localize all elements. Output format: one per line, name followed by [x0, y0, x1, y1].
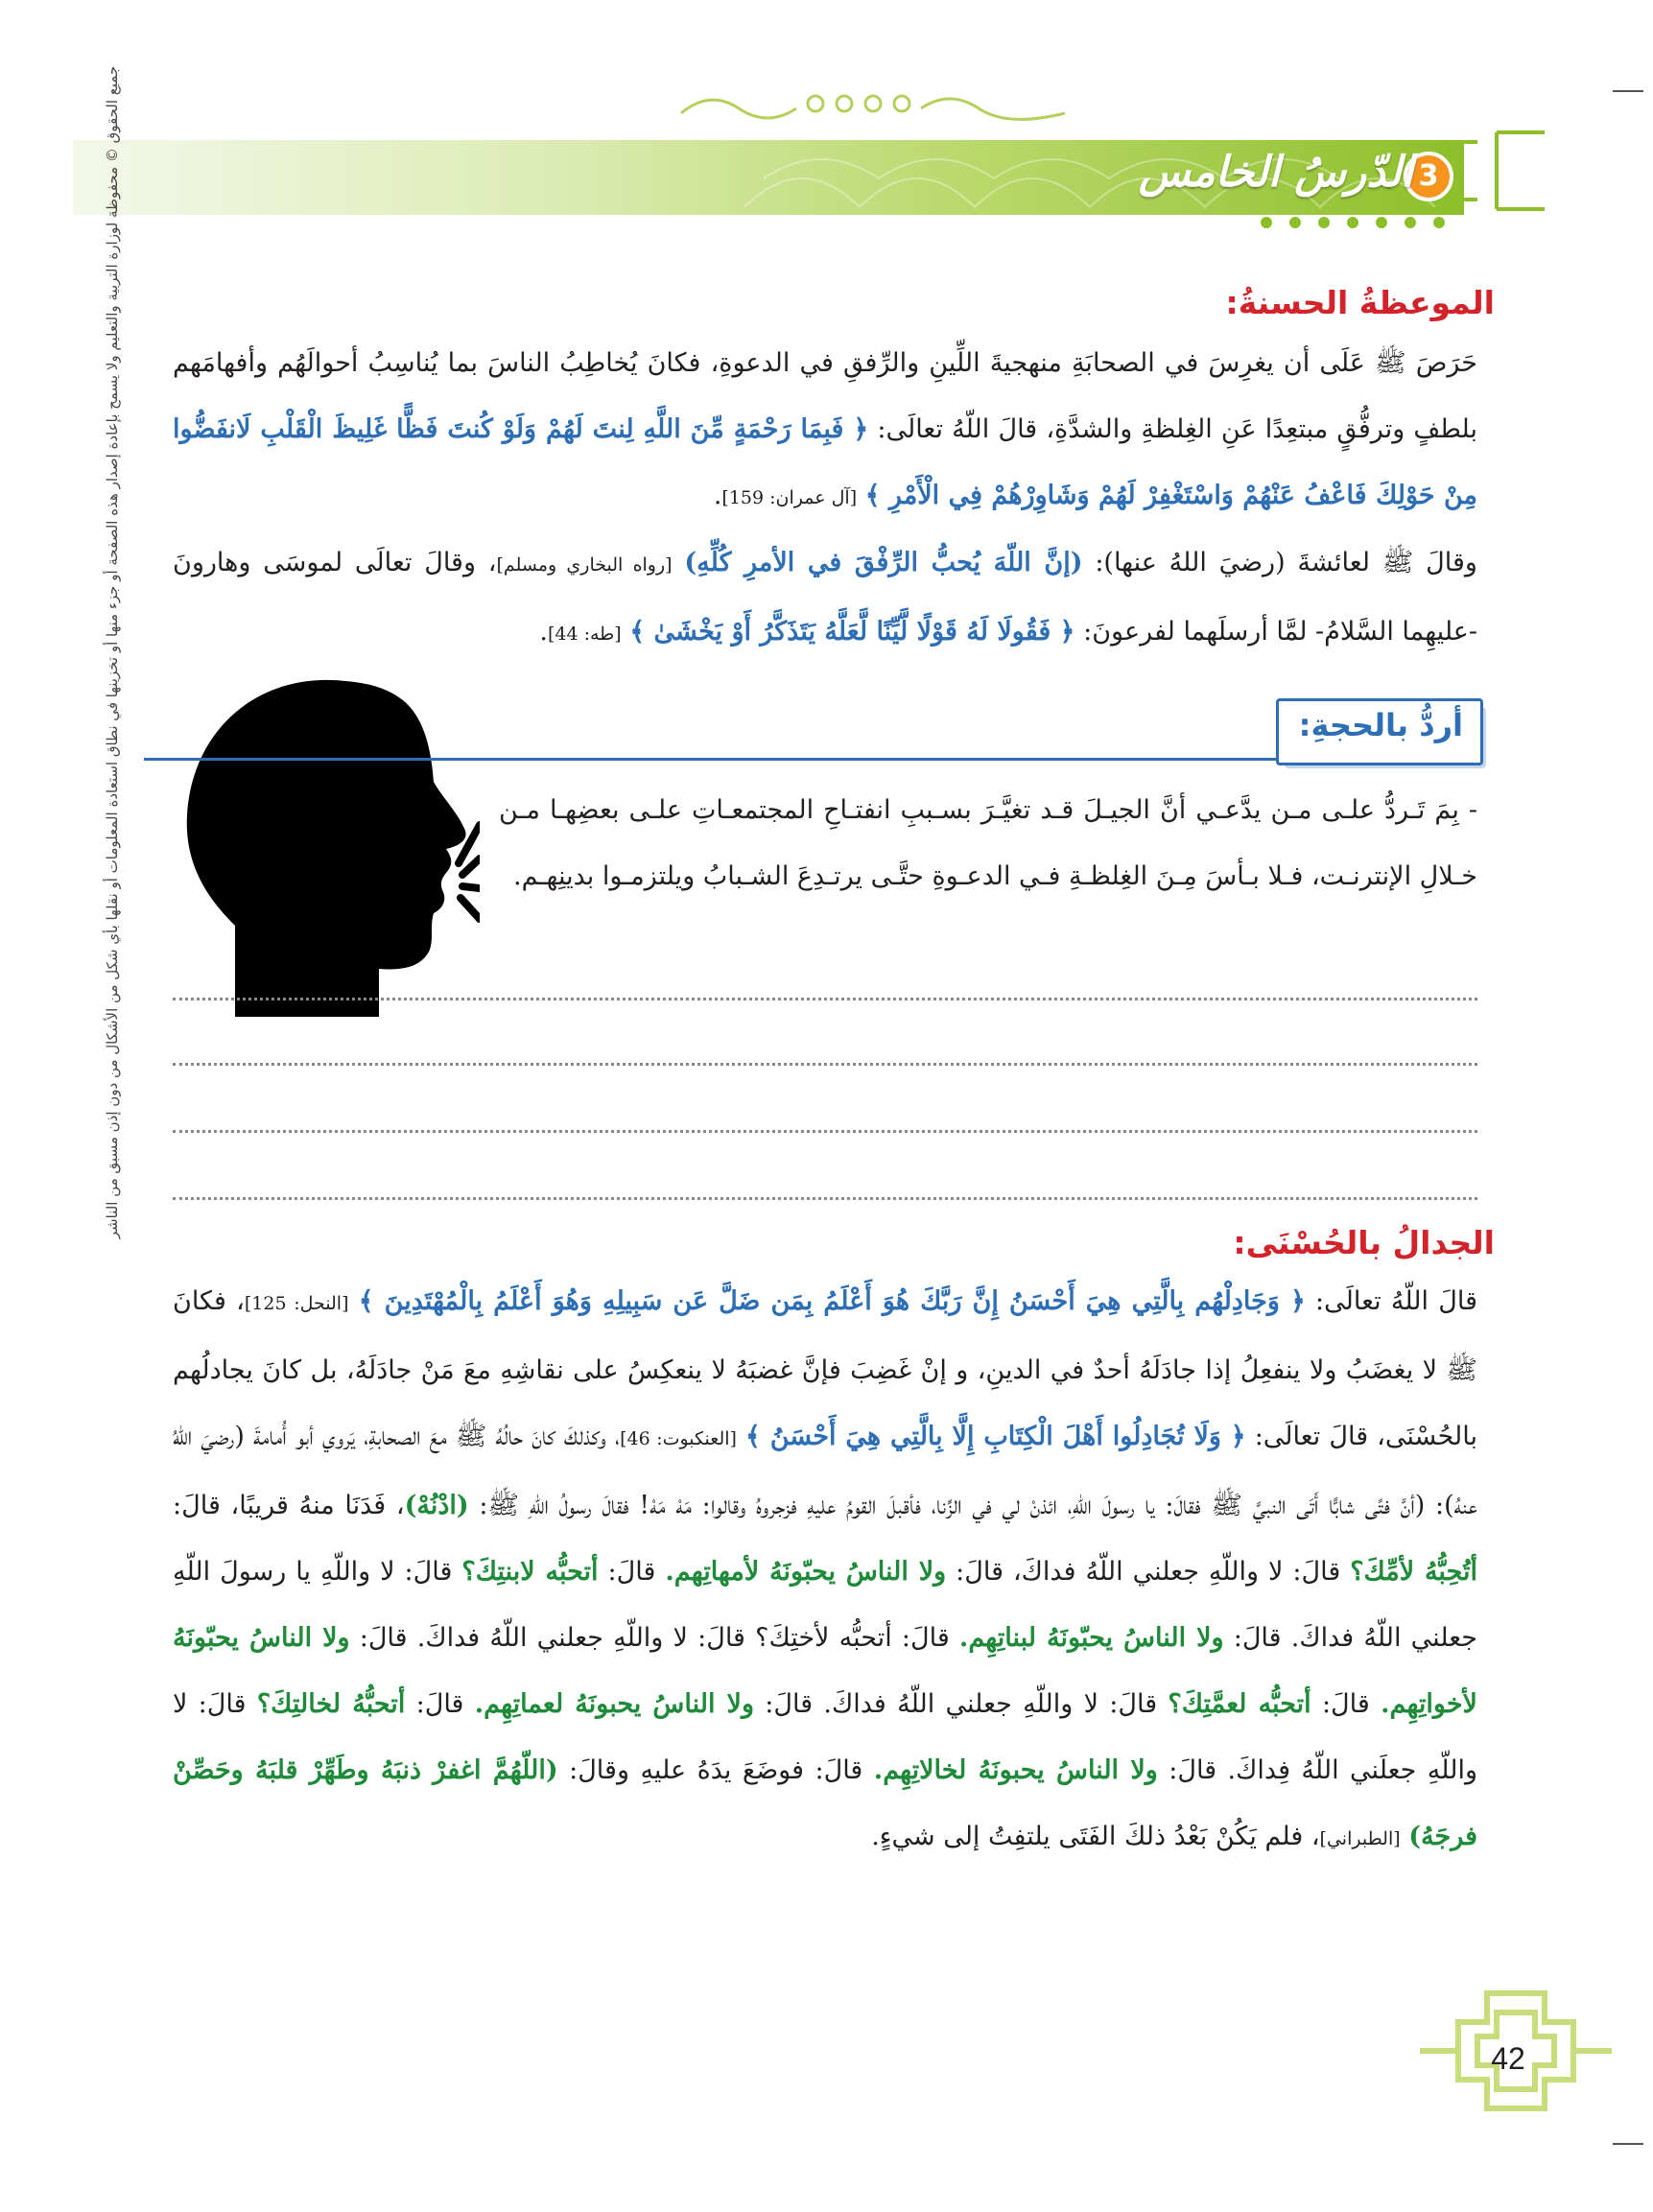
page-edge-tick: [1613, 90, 1643, 92]
paragraph-text: ، وكذلكَ كانَ حالُهُ ﷺ معَ الصحابةِ، يَروي أبو أُمامةَ (رضيَ اللهُ عنهُ): (أنَّ فتًى شابًّا أَتَى النبيَّ ﷺ فقالَ: يا رسولَ اللّهِ، ائذنْ لي في الزِّنا، فأقبلَ القومُ عليهِ فزجروهُ وقالوا: مَهْ مَهْ! فقالَ رسولُ اللّهِ ﷺ:: [173, 1422, 1477, 1520]
quran-verse: ﴿ فَقُولَا لَهُ قَوْلًا لَّيِّنًا لَّعَلَّهُ يَتَذَكَّرُ أَوْ يَخْشَىٰ ﴾: [629, 617, 1075, 647]
paragraph-text: قالَ: لا واللّهِ جعلني اللّهُ فداكَ، قالَ:: [956, 1557, 1341, 1587]
hadith-reference: [الطبراني]: [1319, 1828, 1401, 1849]
hadith-quote: ولا الناسُ يحبّونَهُ لبناتِهِم.: [958, 1623, 1224, 1653]
paragraph-text: ، فكانَ ﷺ لا يغضَبُ ولا ينفعِلُ إذا جادَلَهُ أحدٌ في الدينِ، و إنْ غَضِبَ فإنَّ غضبَهُ لا ينعكِسُ على نقاشِهِ معَ مَنْ جادَلَهُ، بل كانَ يجادلُهم بالحُسْنَى، قالَ تعالَى:: [173, 1286, 1478, 1451]
paragraph-text: قالَ: أتحبُّه لأختِكَ؟ قالَ: لا واللّهِ جعلني اللّهُ فداكَ. قالَ:: [359, 1623, 950, 1653]
lesson-title: الدّرسُ الخامس: [1138, 148, 1413, 197]
hadith-quote: (إنَّ اللّهَ يُحبُّ الرِّفْقَ في الأمرِ كُلِّهِ): [684, 548, 1083, 577]
speaking-head-icon: [153, 662, 480, 1026]
paragraph-gentleness-hadith: وقالَ ﷺ لعائشةَ (رضيَ اللهُ عنها): (إنَّ اللّهَ يُحبُّ الرِّفْقَ في الأمرِ كُلِّهِ) [رواه البخاري ومسلم]، وقالَ تعالَى لموسَى وهارونَ -عليهِما السَّلامُ- لمَّا أرسلَهما لفرعونَ: ﴿ فَقُولَا لَهُ قَوْلًا لَّيِّنًا لَّعَلَّهُ يَتَذَكَّرُ أَوْ يَخْشَىٰ ﴾ [طه: 44].: [173, 548, 1477, 647]
paragraph-text: قالَ: لا واللّهِ جعلَني اللّهُ فِداكَ. قالَ:: [173, 1689, 1477, 1785]
paragraph-text: ، فلم يَكُنْ بَعْدُ ذلكَ الفَتَى يلتفِتُ إلى شيءٍ.: [871, 1822, 1320, 1851]
hadith-quote: ولا الناسُ يحبّونَهُ لأخواتِهِم.: [173, 1623, 1477, 1719]
paragraph-text: وقالَ ﷺ لعائشةَ (رضيَ اللهُ عنها):: [1095, 548, 1477, 577]
lesson-number-badge: 3: [1404, 152, 1453, 201]
paragraph-text: قالَ:: [1321, 1689, 1370, 1719]
paragraph-text: قالَ: لا واللّهِ جعلني اللّهُ فداكَ. قالَ:: [765, 1689, 1158, 1719]
paragraph-text: قالَ:: [607, 1557, 656, 1587]
section-heading-kind-debate: الجدالُ بالحُسْنَى:: [1233, 1224, 1495, 1261]
page-number: 42: [1491, 2041, 1525, 2076]
paragraph-text: قالَ: لا واللّهِ يا رسولَ اللّهِ جعلني اللّهُ فداكَ. قالَ:: [173, 1557, 1477, 1653]
answer-line[interactable]: [173, 1063, 1477, 1066]
quran-verse: ﴿ وَجَادِلْهُم بِالَّتِي هِيَ أَحْسَنُ إِنَّ رَبَّكَ هُوَ أَعْلَمُ بِمَن ضَلَّ عَن سَبِيلِهِ وَهُوَ أَعْلَمُ بِالْمُهْتَدِينَ ﴾: [358, 1286, 1306, 1316]
hadith-quote: (ادْنُهْ): [404, 1491, 469, 1520]
page-edge-tick: [1613, 2143, 1643, 2145]
hadith-reference: [رواه البخاري ومسلم]: [496, 554, 673, 576]
quran-verse: ﴿ وَلَا تُجَادِلُوا أَهْلَ الْكِتَابِ إِلَّا بِالَّتِي هِيَ أَحْسَنُ ﴾: [745, 1422, 1246, 1451]
section-heading-good-counsel: الموعظةُ الحسنةُ:: [1225, 284, 1495, 321]
hadith-quote: (اللّهُمَّ اغفرْ ذنبَهُ وطَهِّرْ قلبَهُ وحَصِّنْ فرجَهُ): [173, 1755, 1477, 1851]
answer-line[interactable]: [173, 1197, 1477, 1200]
quran-verse: ﴿ فَبِمَا رَحْمَةٍ مِّنَ اللَّهِ لِنتَ لَهُمْ وَلَوْ كُنتَ فَظًّا غَلِيظَ الْقَلْبِ لَانفَضُّوا مِنْ حَوْلِكَ فَاعْفُ عَنْهُمْ وَاسْتَغْفِرْ لَهُمْ وَشَاوِرْهُمْ فِي الْأَمْرِ ﴾: [173, 414, 1477, 510]
copyright-side-note: جميع الحقوق © محفوظة لوزارة التربية والتعليم ولا يسمح بإعادة إصدار هذه الصفحة أو جزء منها أو تخزينها في نطاق استعادة المعلومات أو نقلها بأي شكل من الأشكال من دون إذن مسبق من الناشر: [104, 65, 121, 1239]
verse-reference: [النحل: 125]: [244, 1293, 349, 1314]
argue-question: - بِمَ تَـردُّ علـى مـن يدَّعـي أنَّ الجيـلَ قـد تغيَّـرَ بسـببِ انفتـاحِ المجتمعـاتِ علـى بعضِهـا مـن خـلالِ الإنترنـت، فـلا بـأسَ مِـنَ الغِلظـةِ فـي الدعـوةِ حتَّـى يرتـدِعَ الشـبابُ ويلتزمـوا بدينِهـم.: [499, 795, 1477, 891]
answer-line[interactable]: [173, 1130, 1477, 1133]
title-underline-ornament: [1247, 209, 1458, 236]
answer-line[interactable]: [173, 998, 1477, 1000]
verse-reference: [العنكبوت: 46]: [620, 1428, 737, 1449]
argue-heading: أردُّ بالحجةِ:: [1298, 707, 1463, 743]
header-ornament: [672, 84, 1074, 123]
hadith-quote: أتحبُّهُ لخالتِكَ؟: [256, 1689, 406, 1719]
paragraph-text: ، فَدَنَا منهُ قريبًا، قالَ:: [173, 1491, 405, 1520]
hadith-quote: أتحبُّه لابنتِكَ؟: [461, 1557, 599, 1587]
hadith-quote: أتُحِبُّهُ لأمِّكَ؟: [1350, 1557, 1478, 1587]
argue-with-evidence-box: [1276, 698, 1483, 765]
paragraph-kind-debate: [173, 1268, 1477, 1872]
hadith-quote: أتحبُّه لعمَّتِكَ؟: [1168, 1689, 1311, 1719]
hadith-quote: ولا الناسُ يحبّونَهُ لأمهاتِهم.: [665, 1557, 947, 1587]
paragraph-text: قالَ:: [415, 1689, 464, 1719]
paragraph-text: ، وقالَ تعالَى لموسَى وهارونَ -عليهِما السَّلامُ- لمَّا أرسلَهما لفرعونَ:: [173, 548, 1477, 647]
verse-reference: [آل عمران: 159]: [721, 487, 858, 508]
paragraph-text: قالَ: فوضَعَ يدَهُ عليهِ وقالَ:: [569, 1755, 863, 1785]
paragraph-text: حَرَصَ ﷺ عَلَى أن يغرِسَ في الصحابَةِ منهجيةَ اللِّينِ والرِّفقِ في الدعوةِ، فكانَ يُخاطِبُ الناسَ بما يُناسِبُ أحوالَهُم وأفهامَهم بلطفٍ وترفُّقٍ مبتعِدًا عَنِ الغِلظةِ والشدَّةِ، قالَ اللّهُ تعالَى:: [173, 348, 1477, 444]
paragraph-text: قالَ اللّهُ تعالَى:: [1315, 1286, 1478, 1316]
hadith-quote: ولا الناسُ يحبونَهُ لخالاتِهِم.: [873, 1755, 1158, 1785]
hadith-quote: ولا الناسُ يحبونَهُ لعماتِهِم.: [474, 1689, 754, 1719]
verse-reference: [طه: 44]: [547, 624, 622, 645]
paragraph-good-counsel: حَرَصَ ﷺ عَلَى أن يغرِسَ في الصحابَةِ منهجيةَ اللِّينِ والرِّفقِ في الدعوةِ، فكانَ يُخاطِبُ الناسَ بما يُناسِبُ أحوالَهُم وأفهامَهم بلطفٍ وترفُّقٍ مبتعِدًا عَنِ الغِلظةِ والشدَّةِ، قالَ اللّهُ تعالَى: ﴿ فَبِمَا رَحْمَةٍ مِّنَ اللَّهِ لِنتَ لَهُمْ وَلَوْ كُنتَ فَظًّا غَلِيظَ الْقَلْبِ لَانفَضُّوا مِنْ حَوْلِكَ فَاعْفُ عَنْهُمْ وَاسْتَغْفِرْ لَهُمْ وَشَاوِرْهُمْ فِي الْأَمْرِ ﴾ [آل عمران: 159].: [173, 348, 1477, 510]
banner-bracket-ornament: [1439, 123, 1554, 219]
argue-box-underline: [144, 758, 1278, 761]
